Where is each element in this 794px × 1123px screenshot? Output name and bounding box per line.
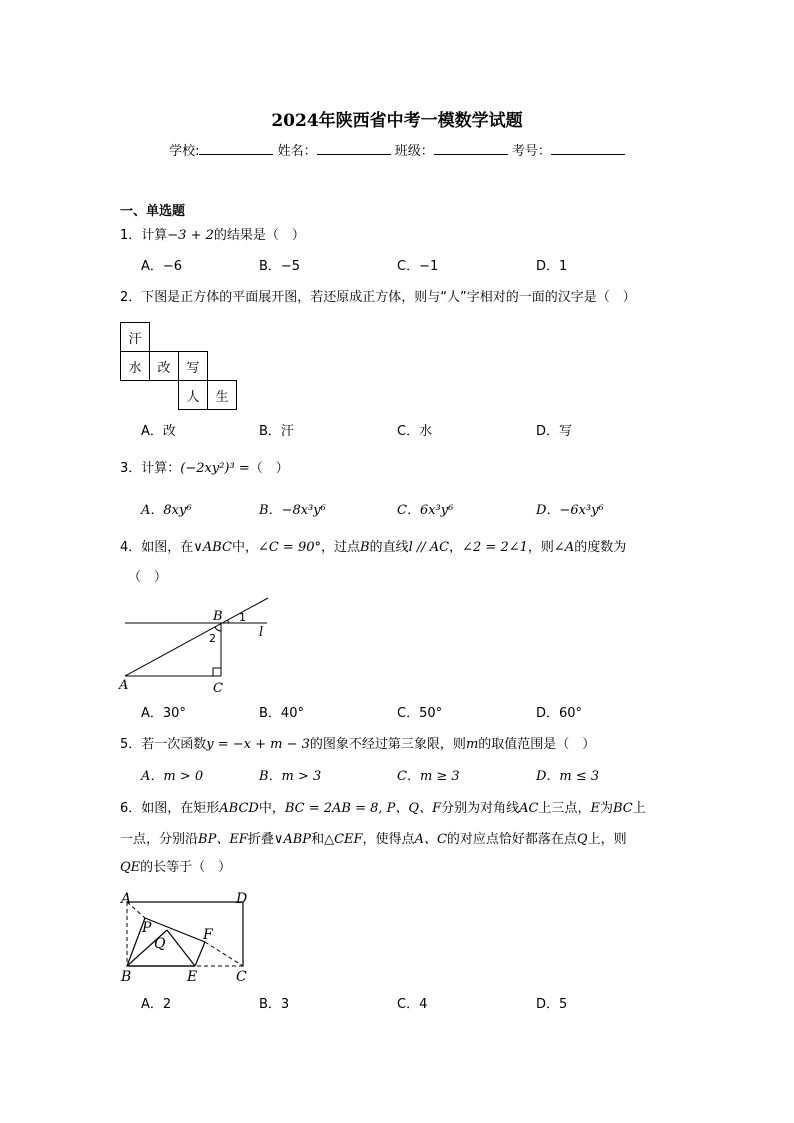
segment-fc-dashed bbox=[205, 942, 243, 966]
cube-net-figure bbox=[120, 322, 237, 410]
q6-point-e: E bbox=[590, 801, 600, 816]
label-a: A bbox=[119, 678, 129, 693]
q5-stem-c: 的取值范围是（ ） bbox=[478, 737, 596, 752]
q6-text-1a: 6．如图，在矩形 bbox=[120, 801, 220, 816]
q6-points: A、C bbox=[414, 832, 447, 847]
q6-condition: BC = 2AB = 8, P、Q、F bbox=[284, 801, 442, 816]
q4-option-a[interactable]: A．30° bbox=[141, 706, 186, 721]
question-2-stem: 2．下图是正方体的平面展开图，若还原成正方体，则与“人”字相对的一面的汉字是（ ） bbox=[120, 290, 636, 305]
q2-option-a[interactable]: A．改 bbox=[141, 424, 176, 439]
q5-option-d[interactable]: D．m ≤ 3 bbox=[536, 769, 600, 784]
q5-variable: m bbox=[465, 737, 479, 752]
q6-segments: BP、EF bbox=[198, 832, 248, 847]
q4-geometry-figure bbox=[115, 590, 275, 696]
q4-option-d[interactable]: D．60° bbox=[536, 706, 583, 721]
q5-option-c[interactable]: C．m ≥ 3 bbox=[397, 769, 460, 784]
q6-text-2f: 上，则 bbox=[587, 832, 627, 847]
q4-triangle: ∨ABC bbox=[193, 540, 232, 555]
q4-stem-d: 的直线 bbox=[369, 540, 409, 555]
number-label: 考号： bbox=[511, 144, 551, 159]
q4-stem-g: 的度数为 bbox=[574, 540, 627, 555]
q4-condition-1: ∠C = 90° bbox=[257, 540, 321, 555]
section-heading: 一、单选题 bbox=[120, 204, 186, 219]
q6-diagonal: AC bbox=[519, 801, 539, 816]
q3-option-c[interactable]: C．6x³y⁶ bbox=[397, 503, 454, 518]
q6-segment-bc: BC bbox=[612, 801, 633, 816]
q4-option-b[interactable]: B．40° bbox=[259, 706, 304, 721]
q1-option-b[interactable]: B．−5 bbox=[259, 259, 301, 274]
q4-angle-a: ∠A bbox=[553, 540, 575, 555]
net-cell-1: 汗 bbox=[121, 323, 150, 352]
name-field[interactable] bbox=[317, 142, 391, 155]
net-cell-2: 水 bbox=[121, 352, 150, 381]
question-3-stem bbox=[120, 461, 289, 477]
student-info-line bbox=[0, 140, 794, 159]
label-e: E bbox=[187, 969, 198, 985]
net-cell-5: 人 bbox=[179, 381, 208, 410]
number-field[interactable] bbox=[551, 142, 625, 155]
q6-triangle-abp: ∨ABP bbox=[273, 832, 312, 847]
segment-qe bbox=[167, 930, 195, 966]
school-label: 学校: bbox=[169, 144, 200, 159]
q5-option-a[interactable]: A．m > 0 bbox=[141, 769, 204, 784]
q2-option-b[interactable]: B．汗 bbox=[259, 424, 294, 439]
q5-stem-a: 5．若一次函数 bbox=[120, 737, 207, 752]
name-label: 姓名： bbox=[277, 144, 317, 159]
q6-option-d[interactable]: D．5 bbox=[536, 997, 568, 1012]
exam-title: 2024年陕西省中考一模数学试题 bbox=[271, 111, 523, 131]
q4-stem-c: ，过点 bbox=[321, 540, 361, 555]
label-f: F bbox=[203, 927, 213, 943]
class-label: 班级： bbox=[394, 144, 434, 159]
question-1-stem bbox=[120, 228, 305, 244]
q4-condition-2: l // AC bbox=[408, 540, 450, 555]
q4-point-b: B bbox=[360, 540, 370, 555]
q4-stem-f: ，则 bbox=[527, 540, 554, 555]
q2-option-c[interactable]: C．水 bbox=[397, 424, 433, 439]
q4-stem-a: 4．如图，在 bbox=[120, 540, 194, 555]
label-q: Q bbox=[154, 936, 166, 952]
school-field[interactable] bbox=[199, 142, 273, 155]
net-cell-4: 写 bbox=[179, 352, 208, 381]
class-field[interactable] bbox=[434, 142, 508, 155]
q6-option-a[interactable]: A．2 bbox=[141, 997, 172, 1012]
label-c: C bbox=[236, 969, 247, 985]
q4-condition-3: ∠2 = 2∠1 bbox=[462, 540, 528, 555]
q6-text-1c: 分别为对角线 bbox=[441, 801, 520, 816]
q4-stem-e: ， bbox=[449, 540, 463, 555]
question-4-stem bbox=[120, 540, 626, 556]
segment-ef bbox=[195, 942, 205, 966]
q6-text-2e: 的对应点恰好都落在点 bbox=[446, 832, 577, 847]
q1-option-c[interactable]: C．−1 bbox=[397, 259, 439, 274]
q1-stem-a: 1．计算 bbox=[120, 228, 168, 243]
q1-option-d[interactable]: D．1 bbox=[536, 259, 568, 274]
right-angle-mark bbox=[213, 668, 221, 676]
q5-expression: y = −x + m − 3 bbox=[206, 737, 310, 752]
label-d: D bbox=[236, 891, 248, 907]
angle-2-arc bbox=[215, 627, 221, 631]
question-6-line-2 bbox=[120, 832, 627, 848]
q1-expression: −3 + 2 bbox=[167, 228, 214, 243]
q5-stem-b: 的图象不经过第三象限，则 bbox=[309, 737, 466, 752]
q6-text-1e: 为 bbox=[599, 801, 613, 816]
question-5-stem bbox=[120, 737, 595, 753]
label-b: B bbox=[213, 609, 223, 624]
q3-stem-b: （ ） bbox=[249, 461, 289, 476]
label-angle-1: 1 bbox=[239, 611, 246, 624]
q3-option-a[interactable]: A．8xy⁶ bbox=[141, 503, 192, 518]
question-6-line-3 bbox=[120, 860, 231, 876]
label-b: B bbox=[121, 969, 132, 985]
net-cell-6: 生 bbox=[208, 381, 237, 410]
q4-paren: （ ） bbox=[128, 570, 168, 585]
q6-segment-qe: QE bbox=[120, 860, 141, 875]
label-a: A bbox=[121, 891, 132, 907]
q6-text-1b: 中， bbox=[258, 801, 285, 816]
q6-text-1d: 上三点， bbox=[538, 801, 591, 816]
q6-point-q: Q bbox=[576, 832, 588, 847]
label-p: P bbox=[142, 920, 152, 936]
q6-text-2d: ，使得点 bbox=[362, 832, 415, 847]
q5-option-b[interactable]: B．m > 3 bbox=[259, 769, 322, 784]
q6-rect: ABCD bbox=[219, 801, 259, 816]
q6-text-2a: 一点，分别沿 bbox=[120, 832, 199, 847]
label-angle-2: 2 bbox=[209, 632, 216, 645]
q6-triangle-cef: △CEF bbox=[324, 832, 363, 847]
q4-stem-b: 中， bbox=[231, 540, 258, 555]
q6-text-2c: 和 bbox=[311, 832, 325, 847]
q6-option-b[interactable]: B．3 bbox=[259, 997, 290, 1012]
q4-option-c[interactable]: C．50° bbox=[397, 706, 443, 721]
question-6-line-1 bbox=[120, 801, 646, 817]
label-l: l bbox=[259, 625, 264, 640]
q3-stem-a: 3．计算： bbox=[120, 461, 181, 476]
q6-text-3: 的长等于（ ） bbox=[140, 860, 232, 875]
net-cell-3: 改 bbox=[150, 352, 179, 381]
q6-geometry-figure bbox=[115, 890, 260, 986]
q3-option-b[interactable]: B．−8x³y⁶ bbox=[259, 503, 326, 518]
q2-option-d[interactable]: D．写 bbox=[536, 424, 573, 439]
q6-text-2b: 折叠 bbox=[247, 832, 274, 847]
q6-text-1f: 上 bbox=[632, 801, 646, 816]
q3-option-d[interactable]: D．−6x³y⁶ bbox=[536, 503, 604, 518]
line-ab bbox=[125, 598, 268, 676]
q1-stem-b: 的结果是（ ） bbox=[213, 228, 305, 243]
q6-option-c[interactable]: C．4 bbox=[397, 997, 428, 1012]
label-c: C bbox=[213, 681, 223, 696]
q1-option-a[interactable]: A．−6 bbox=[141, 259, 183, 274]
q3-expression: (−2xy²)³ = bbox=[180, 461, 250, 476]
